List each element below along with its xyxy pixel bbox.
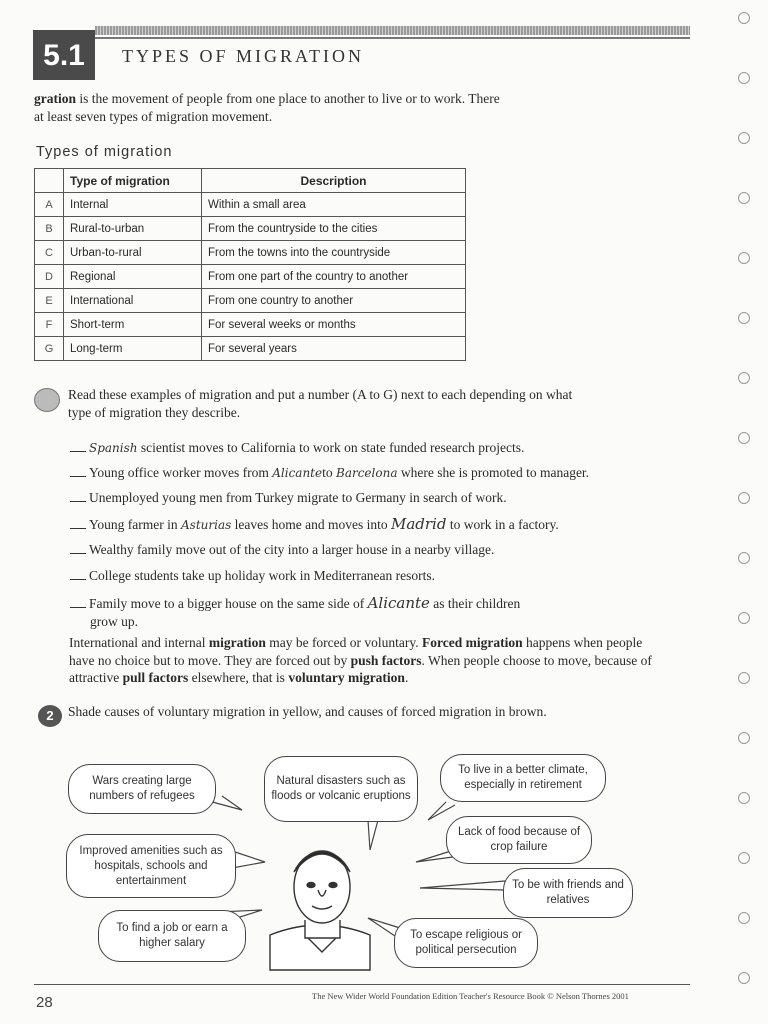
list-item — [70, 515, 690, 533]
binder-ring — [738, 852, 750, 864]
bubble-climate[interactable]: To live in a better climate, especially in retirement — [440, 754, 606, 802]
item-text: Family move to a bigger house on the same side of — [89, 596, 368, 611]
list-item — [70, 542, 690, 558]
binder-ring — [738, 972, 750, 984]
table-row — [35, 217, 466, 241]
row-desc: For several weeks or months — [202, 313, 466, 337]
item-text: to work in a factory. — [446, 517, 559, 532]
migration-table — [34, 168, 466, 361]
binder-ring — [738, 732, 750, 744]
handwriting: Alicante — [272, 466, 323, 480]
q1-line-1: Read these examples of migration and put a number (A to G) next to each depending on what — [68, 387, 573, 402]
binder-ring — [738, 252, 750, 264]
row-letter: B — [35, 217, 64, 241]
list-item — [70, 440, 690, 456]
row-desc: From the towns into the countryside — [202, 241, 466, 265]
table-header-type: Type of migration — [64, 169, 202, 193]
table-row — [35, 289, 466, 313]
para-text: International and internal — [69, 635, 209, 650]
handwriting: Spanish — [89, 441, 138, 455]
para-text: . — [404, 670, 409, 685]
question-1-icon — [34, 388, 60, 412]
right-eye — [329, 883, 337, 888]
binder-ring — [738, 12, 750, 24]
section-number: 5.1 — [33, 30, 95, 80]
item-text: where she is promoted to manager. — [397, 465, 590, 480]
header-rule — [95, 26, 690, 35]
footer-rule — [34, 984, 690, 985]
handwriting: Alicante — [367, 594, 430, 612]
row-desc: From one part of the country to another — [202, 265, 466, 289]
item-text: as their children — [429, 596, 521, 611]
row-letter: D — [35, 265, 64, 289]
row-desc: From one country to another — [202, 289, 466, 313]
row-desc: For several years — [202, 337, 466, 361]
para-text: happens when people have no choice but to move. They are forced out by — [69, 635, 643, 668]
answer-blank[interactable] — [70, 501, 86, 502]
item-text: Young office worker moves from — [89, 465, 273, 480]
list-item — [70, 568, 690, 584]
item-text: scientist moves to California to work on state funded research projects. — [137, 440, 525, 455]
row-desc: Within a small area — [202, 193, 466, 217]
table-heading: Types of migration — [36, 144, 173, 160]
row-desc: From the countryside to the cities — [202, 217, 466, 241]
table-header-row — [35, 169, 466, 193]
row-type: Internal — [64, 193, 202, 217]
row-letter: E — [35, 289, 64, 313]
answer-blank[interactable] — [70, 476, 86, 477]
binder-ring — [738, 192, 750, 204]
binder-ring — [738, 372, 750, 384]
row-letter: F — [35, 313, 64, 337]
row-type: Short-term — [64, 313, 202, 337]
handwriting: Asturias — [181, 518, 232, 532]
row-letter: G — [35, 337, 64, 361]
binder-ring — [738, 492, 750, 504]
para-text: elsewhere, that is — [188, 670, 289, 685]
intro-bold: gration — [34, 91, 76, 106]
row-type: Regional — [64, 265, 202, 289]
table-row — [35, 193, 466, 217]
para-text: . When people choose to move, because of attractive — [69, 652, 652, 685]
page-number: 28 — [36, 994, 53, 1011]
table-header-desc: Description — [202, 169, 466, 193]
item-text: Wealthy family move out of the city into a larger house in a nearby village. — [89, 542, 495, 557]
row-type: International — [64, 289, 202, 313]
q1-line-2: type of migration they describe. — [68, 405, 241, 420]
binder-ring — [738, 72, 750, 84]
intro-line-1: is the movement of people from one place to another to live or to work. There — [76, 91, 500, 106]
row-type: Long-term — [64, 337, 202, 361]
table-row — [35, 241, 466, 265]
row-letter: A — [35, 193, 64, 217]
bubble-food[interactable]: Lack of food because of crop failure — [446, 816, 592, 864]
bubble-natural-disasters[interactable]: Natural disasters such as floods or volcanic eruptions — [264, 756, 418, 822]
item-text: to — [322, 465, 336, 480]
table-row — [35, 265, 466, 289]
answer-blank[interactable] — [70, 579, 86, 580]
handwriting: Barcelona — [336, 466, 398, 480]
binder-ring — [738, 312, 750, 324]
table-row — [35, 313, 466, 337]
left-eye — [307, 883, 315, 888]
item-text: Young farmer in — [89, 517, 181, 532]
binder-ring — [738, 672, 750, 684]
row-type: Urban-to-rural — [64, 241, 202, 265]
table-header-blank — [35, 169, 64, 193]
tail-friends — [420, 881, 506, 890]
answer-blank[interactable] — [70, 451, 86, 452]
answer-blank[interactable] — [70, 553, 86, 554]
intro-line-2: at least seven types of migration movement. — [34, 109, 273, 124]
row-letter: C — [35, 241, 64, 265]
person-illustration — [270, 851, 370, 970]
para-bold: Forced migration — [422, 635, 523, 650]
list-item — [70, 465, 690, 481]
bubble-friends[interactable]: To be with friends and relatives — [503, 868, 633, 918]
item-text: Unemployed young men from Turkey migrate to Germany in search of work. — [89, 490, 507, 505]
binder-ring — [738, 132, 750, 144]
bubble-religious[interactable]: To escape religious or political persecution — [394, 918, 538, 968]
table-row — [35, 337, 466, 361]
para-bold: migration — [208, 635, 266, 650]
para-bold: pull factors — [122, 670, 189, 685]
page-title: TYPES OF MIGRATION — [122, 46, 365, 66]
question-1-prompt — [68, 386, 688, 422]
bubble-amenities[interactable]: Improved amenities such as hospitals, schools and entertainment — [66, 834, 236, 898]
binder-ring — [738, 792, 750, 804]
row-type: Rural-to-urban — [64, 217, 202, 241]
binder-ring — [738, 612, 750, 624]
item-text: leaves home and moves into — [231, 517, 391, 532]
para-bold: push factors — [350, 652, 422, 668]
header-line — [95, 37, 690, 39]
para-text: may be forced or voluntary. — [265, 635, 423, 650]
tail-amenities — [232, 852, 265, 868]
question-2-prompt: Shade causes of voluntary migration in yellow, and causes of forced migration in brown. — [68, 704, 547, 719]
intro-text — [34, 90, 634, 126]
answer-blank[interactable] — [70, 528, 86, 529]
list-item — [70, 594, 690, 631]
bubble-wars[interactable]: Wars creating large numbers of refugees — [68, 764, 216, 814]
list-item — [70, 490, 690, 506]
answer-blank[interactable] — [70, 607, 86, 608]
question-2-icon: 2 — [38, 705, 62, 727]
binder-ring — [738, 912, 750, 924]
item-text: College students take up holiday work in Mediterranean resorts. — [89, 568, 436, 583]
item-text: grow up. — [90, 614, 138, 629]
binder-ring — [738, 432, 750, 444]
handwriting: Madrid — [390, 515, 447, 533]
bubble-job[interactable]: To find a job or earn a higher salary — [98, 910, 246, 962]
tail-natural — [368, 820, 378, 850]
info-paragraph — [69, 634, 669, 687]
tail-climate — [428, 802, 455, 820]
para-bold: voluntary migration — [288, 670, 405, 685]
binder-ring — [738, 552, 750, 564]
footer-credit: The New Wider World Foundation Edition Teacher's Resource Book © Nelson Thornes 2001 — [312, 991, 629, 1001]
